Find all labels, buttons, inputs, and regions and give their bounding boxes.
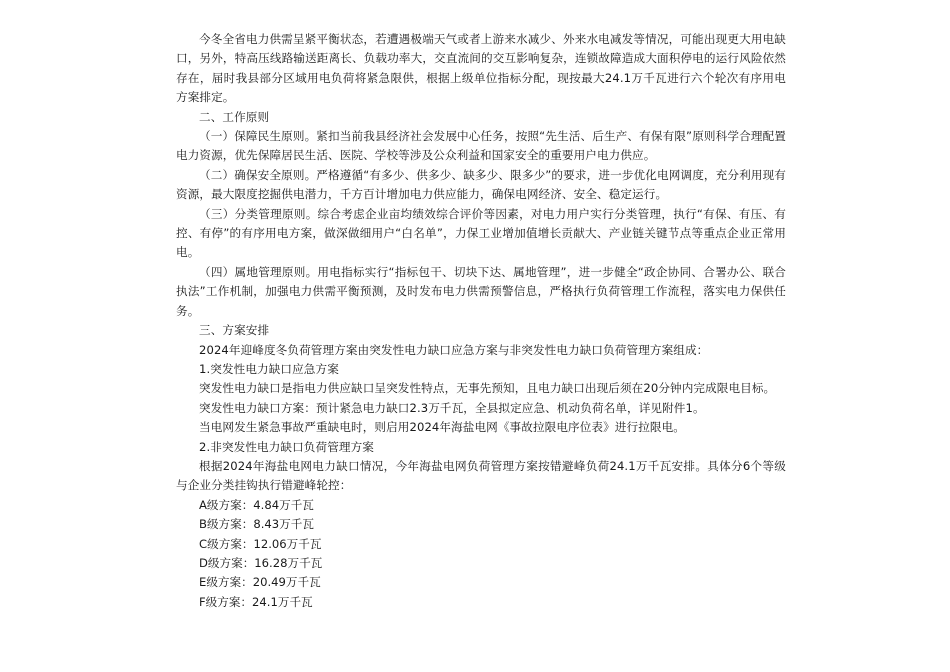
sudden-plan: 突发性电力缺口方案：预计紧急电力缺口2.3万千瓦，全县拟定应急、机动负荷名单，详见附件1。 — [199, 400, 705, 415]
section-heading-arrangement: 三、方案安排 — [199, 323, 270, 338]
tier-item-f: F级方案：24.1万千瓦 — [199, 594, 313, 609]
document-body — [176, 30, 786, 612]
plan-intro: 2024年迎峰度冬负荷管理方案由突发性电力缺口应急方案与非突发性电力缺口负荷管理方案组成： — [199, 342, 709, 357]
subsection-heading-non-sudden: 2.非突发性电力缺口负荷管理方案 — [199, 439, 374, 454]
intro-paragraph: 今冬全省电力供需呈紧平衡状态，若遭遇极端天气或者上游来水减少、外来水电减发等情况，可能出现更大用电缺口，另外，特高压线路输送距离长、负载功率大，交直流间的交互影响复杂，连锁故障造成大面积停电的运行风险依然存在，届时我县部分区域用电负荷将紧急限供，根据上级单位指标分配，现按最大24.1万千瓦进行六个轮次有序用电方案排定。 — [176, 32, 786, 105]
principle-classification: （三）分类管理原则。综合考虑企业亩均绩效综合评价等因素，对电力用户实行分类管理，执行“有保、有压、有控、有停”的有序用电方案，做深做细用户“白名单”，力保工业增加值增长贡献大、产业链关键节点等重点企业正常用电。 — [176, 206, 786, 260]
subsection-heading-sudden: 1.突发性电力缺口应急方案 — [199, 361, 339, 376]
tier-item-a: A级方案：4.84万千瓦 — [199, 497, 314, 512]
tier-item-c: C级方案：12.06万千瓦 — [199, 536, 322, 551]
section-heading-principles: 二、工作原则 — [199, 109, 270, 124]
non-sudden-intro: 根据2024年海盐电网电力缺口情况，今年海盐电网负荷管理方案按错避峰负荷24.1万千瓦安排。具体分6个等级与企业分类挂钩执行错避峰轮控： — [176, 458, 786, 493]
tier-list — [176, 496, 786, 612]
tier-item-e: E级方案：20.49万千瓦 — [199, 575, 321, 590]
sudden-emergency: 当电网发生紧急事故严重缺电时，则启用2024年海盐电网《事故拉限电序位表》进行拉限电。 — [199, 420, 685, 435]
tier-item-b: B级方案：8.43万千瓦 — [199, 517, 314, 532]
principle-livelihood: （一）保障民生原则。紧扣当前我县经济社会发展中心任务，按照“先生活、后生产、有保有限”原则科学合理配置电力资源，优先保障居民生活、医院、学校等涉及公众利益和国家安全的重要用户电力供应。 — [176, 129, 786, 163]
sudden-definition: 突发性电力缺口是指电力供应缺口呈突发性特点，无事先预知，且电力缺口出现后须在20分钟内完成限电目标。 — [199, 381, 776, 396]
principle-territorial: （四）属地管理原则。用电指标实行“指标包干、切块下达、属地管理”，进一步健全“政企协同、合署办公、联合执法”工作机制，加强电力供需平衡预测，及时发布电力供需预警信息，严格执行负荷管理工作流程，落实电力保供任务。 — [176, 264, 786, 318]
tier-item-d: D级方案：16.28万千瓦 — [199, 555, 323, 570]
principle-safety: （二）确保安全原则。严格遵循“有多少、供多少、缺多少、限多少”的要求，进一步优化电网调度，充分利用现有资源，最大限度挖掘供电潜力，千方百计增加电力供应能力，确保电网经济、安全、稳定运行。 — [176, 167, 786, 202]
